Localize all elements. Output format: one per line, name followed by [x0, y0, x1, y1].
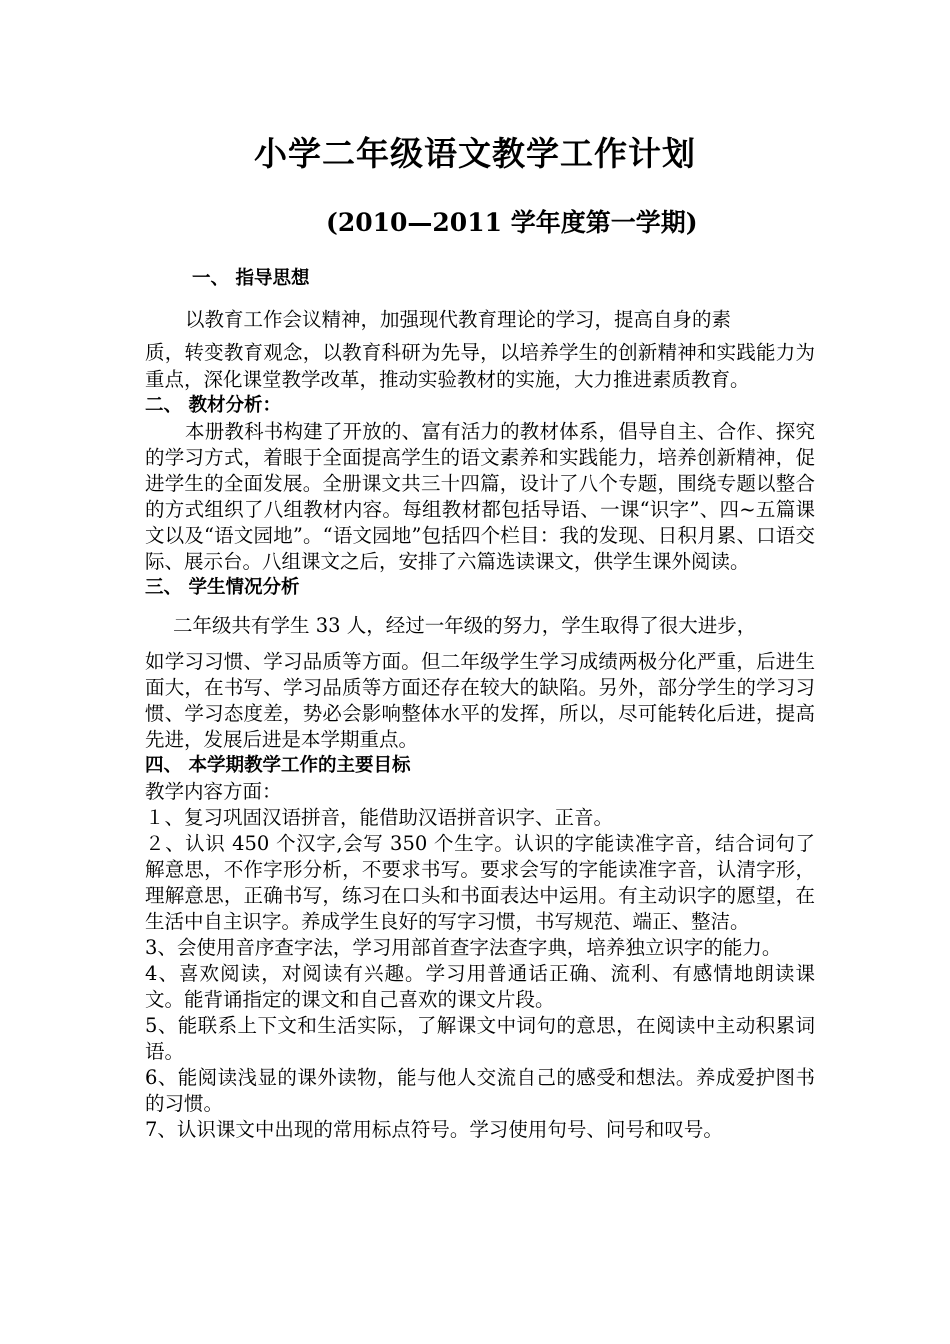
- section-heading-guiding-thought: 一、 指导思想: [192, 268, 310, 289]
- goal-item-1: １、复习巩固汉语拼音，能借助汉语拼音识字、正音。: [145, 806, 614, 829]
- section-heading-student-analysis: 三、 学生情况分析: [145, 577, 300, 598]
- section-heading-textbook-analysis: 二、 教材分析：: [145, 395, 281, 416]
- paragraph-student-analysis-first-line: 二年级共有学生 33 人，经过一年级的努力，学生取得了很大进步，: [173, 614, 757, 637]
- paragraph-textbook-analysis: 本册教科书构建了开放的、富有活力的教材体系，倡导自主、合作、探究的学习方式，着眼于全面提高学生的语文素养和实践能力，培养创新精神，促进学生的全面发展。全册课文共三十四篇，设计了八个专题，围绕专题以整合的方式组织了八组教材内容。每组教材都包括导语、一课“识字”、四~五篇课文以及“语文园地”。“语文园地”包括四个栏目：我的发现、日积月累、口语交际、展示台。八组课文之后，安排了六篇选读课文，供学生课外阅读。: [145, 420, 815, 573]
- paragraph-student-analysis-rest: 如学习习惯、学习品质等方面。但二年级学生学习成绩两极分化严重，后进生面大，在书写、学习品质等方面还存在较大的缺陷。另外，部分学生的学习习惯、学习态度差，势必会影响整体水平的发挥，所以，尽可能转化后进，提高先进，发展后进是本学期重点。: [145, 650, 815, 751]
- paragraph-guiding-thought-rest: 质，转变教育观念，以教育科研为先导，以培养学生的创新精神和实践能力为重点，深化课堂教学改革，推动实验教材的实施，大力推进素质教育。: [145, 341, 815, 391]
- goal-item-3: 3、会使用音序查字法，学习用部首查字法查字典，培养独立识字的能力。: [145, 936, 782, 959]
- goal-item-7: 7、认识课文中出现的常用标点符号。学习使用句号、问号和叹号。: [145, 1118, 723, 1141]
- document-body: [145, 266, 815, 1143]
- paragraph-guiding-thought-first-line: 以教育工作会议精神，加强现代教育理论的学习，提高自身的素: [185, 308, 732, 331]
- paragraph-student-analysis: [145, 613, 815, 753]
- goal-item-2: ２、认识 450 个汉字,会写 350 个生字。认识的字能读准字音，结合词句了解意思，不作字形分析，不要求书写。要求会写的字能读准字音，认清字形，理解意思，正确书写，练习在口头和书面表达中运用。有主动识字的愿望，在生活中自主识字。养成学生良好的写字习惯，书写规范、端正、整洁。: [145, 832, 815, 933]
- document-title: 小学二年级语文教学工作计划: [254, 134, 696, 173]
- document-subtitle: (2010—2011 学年度第一学期): [326, 208, 698, 237]
- goal-item-4: 4、喜欢阅读，对阅读有兴趣。学习用普通话正确、流利、有感情地朗读课文。能背诵指定的课文和自己喜欢的课文片段。: [145, 962, 815, 1011]
- goal-item-5: 5、能联系上下文和生活实际，了解课文中词句的意思，在阅读中主动积累词语。: [145, 1014, 815, 1063]
- paragraph-guiding-thought: [145, 306, 815, 393]
- goal-item-6: 6、能阅读浅显的课外读物，能与他人交流自己的感受和想法。养成爱护图书的习惯。: [145, 1066, 815, 1115]
- section-heading-main-goals: 四、 本学期教学工作的主要目标: [145, 755, 411, 776]
- goals-intro: 教学内容方面：: [145, 780, 282, 803]
